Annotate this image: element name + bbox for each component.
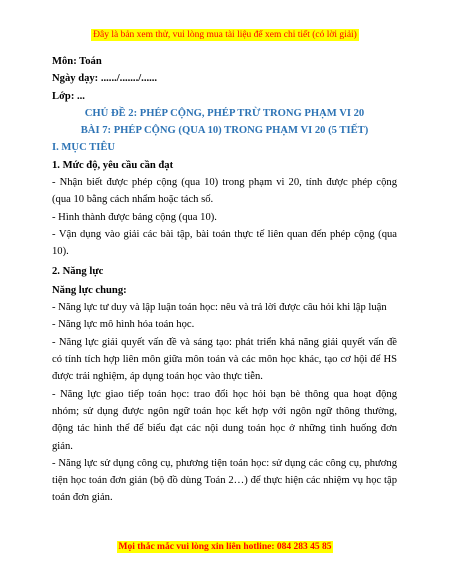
lesson-title: BÀI 7: PHÉP CỘNG (QUA 10) TRONG PHẠM VI 20 (5 TIẾT) (80, 125, 369, 137)
competence-item: - Năng lực giao tiếp toán học: trao đổi học hỏi bạn bè thông qua hoạt động nhóm; sử dụng được ngôn ngữ toán học kết hợp với ngôn ngữ thông thường, động tác hình thể để biểu đạt các nội dung toán học ở những tình huống đơn giản. (52, 388, 397, 452)
competence-item: - Năng lực sử dụng công cụ, phương tiện toán học: sử dụng các công cụ, phương tiện học toán đơn giản (bộ đồ dùng Toán 2…) để thực hiện các nhiệm vụ học tập toán đơn giản. (52, 457, 397, 504)
objective-item: - Nhận biết được phép cộng (qua 10) trong phạm vi 20, tính được phép cộng (qua 10 bằng cách nhẩm hoặc tách số. (52, 177, 397, 206)
class-line: Lớp: ... (52, 90, 85, 102)
competence-item: - Năng lực mô hình hóa toán học. (52, 319, 195, 331)
competence-item: - Năng lực tư duy và lập luận toán học: nêu và trả lời được câu hỏi khi lập luận (52, 302, 387, 314)
hotline-notice-text: Mọi thắc mắc vui lòng xin liên hotline: 084 283 45 85 (118, 542, 332, 552)
section-heading-objectives: I. MỤC TIÊU (52, 142, 116, 154)
hotline-notice (0, 536, 450, 554)
preview-notice (0, 24, 450, 42)
date-line: Ngày dạy: ....../......./...... (52, 73, 158, 85)
subsection-heading-requirements: 1. Mức độ, yêu cầu cần đạt (52, 159, 174, 171)
topic-title: CHỦ ĐỀ 2: PHÉP CỘNG, PHÉP TRỪ TRONG PHẠM VI 20 (84, 107, 365, 119)
competence-item: - Năng lực giải quyết vấn đề và sáng tạo: phát triển khả năng giải quyết vấn đề có tính tích hợp liên môn giữa môn toán và các môn học khác, tạo cơ hội để HS được trải nghiệm, áp dụng toán học vào thực tiễn. (52, 336, 397, 383)
preview-notice-text: Đây là bản xem thử, vui lòng mua tài liệu để xem chi tiết (có lời giải) (93, 30, 357, 40)
general-competence-label: Năng lực chung: (52, 284, 127, 296)
subsection-heading-competence: 2. Năng lực (52, 265, 104, 277)
objective-item: - Vận dụng vào giải các bài tập, bài toán thực tế liên quan đến phép cộng (qua 10). (52, 228, 397, 258)
subject-line: Môn: Toán (52, 56, 102, 67)
objective-item: - Hình thành được bảng cộng (qua 10). (52, 211, 217, 223)
document-body (52, 53, 397, 507)
